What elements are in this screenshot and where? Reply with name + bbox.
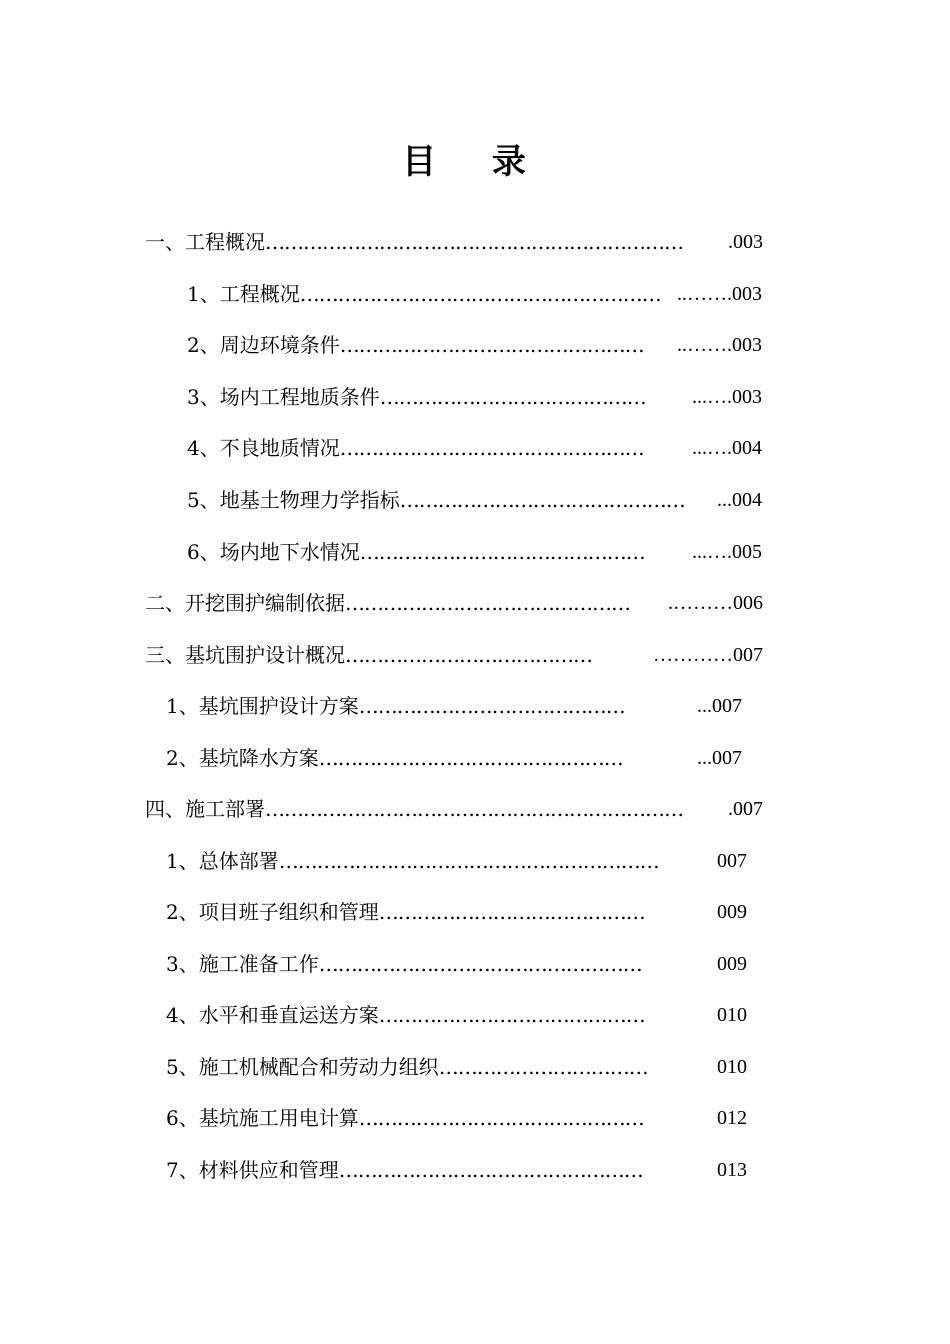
toc-entry-label: 一、工程概况	[145, 230, 265, 254]
toc-entry[interactable]	[166, 897, 747, 927]
toc-page-number: ..…….003	[677, 334, 762, 356]
toc-entry[interactable]	[166, 1052, 747, 1082]
toc-page-number: ...….005	[692, 541, 762, 563]
toc-entry[interactable]	[145, 640, 763, 670]
toc-leader-dots: ……………………………………	[379, 385, 646, 409]
toc-leader-dots: ……………………………………………	[318, 952, 642, 976]
toc-entry[interactable]	[187, 537, 762, 567]
toc-leader-dots: …………………………………………………………	[265, 230, 683, 254]
toc-leader-dots: …………………………………………	[339, 436, 644, 460]
toc-page-number: 007	[717, 850, 747, 872]
toc-entry-label: 1、总体部署	[166, 849, 279, 873]
toc-page-number: ...….004	[692, 437, 762, 459]
toc-entry-label: 2、项目班子组织和管理	[166, 900, 379, 924]
toc-leader-dots: …………………………………………	[339, 333, 644, 357]
toc-page-number: 010	[717, 1004, 747, 1026]
toc-entry[interactable]	[166, 1000, 747, 1030]
toc-entry[interactable]	[166, 743, 742, 773]
toc-entry[interactable]	[145, 794, 763, 824]
toc-page-number: 012	[717, 1107, 747, 1129]
toc-entry-label: 7、材料供应和管理	[166, 1158, 339, 1182]
toc-leader-dots: …………………………………	[345, 643, 592, 667]
toc-leader-dots: ……………………………………………………	[278, 849, 659, 873]
toc-entry[interactable]	[187, 279, 762, 309]
toc-entry[interactable]	[145, 227, 763, 257]
toc-entry-label: 2、周边环境条件	[187, 333, 340, 357]
toc-entry[interactable]	[166, 691, 742, 721]
toc-entry-label: 1、基坑围护设计方案	[166, 694, 359, 718]
toc-page-number: .………006	[668, 592, 763, 614]
toc-entry[interactable]	[166, 846, 747, 876]
toc-page-number: 013	[717, 1159, 747, 1181]
toc-entry[interactable]	[187, 485, 762, 515]
toc-leader-dots: ………………………………………	[345, 591, 630, 615]
toc-entry-label: 四、施工部署	[145, 797, 265, 821]
toc-leader-dots: ……………………………………	[378, 900, 645, 924]
toc-page-number: 009	[717, 901, 747, 923]
toc-entry-label: 5、地基土物理力学指标	[187, 488, 400, 512]
toc-entry[interactable]	[166, 949, 747, 979]
toc-page-number: 010	[717, 1056, 747, 1078]
toc-entry-label: 4、水平和垂直运送方案	[166, 1003, 379, 1027]
toc-entry[interactable]	[187, 382, 762, 412]
toc-entry-label: 5、施工机械配合和劳动力组织	[166, 1055, 439, 1079]
toc-entry[interactable]	[166, 1103, 747, 1133]
toc-page-number: ...007	[697, 747, 742, 769]
toc-entry[interactable]	[187, 330, 762, 360]
toc-entry-label: 6、场内地下水情况	[187, 540, 360, 564]
toc-page-number: ...007	[697, 695, 742, 717]
toc-entry-label: 三、基坑围护设计概况	[145, 643, 345, 667]
toc-leader-dots: ………………………………………	[358, 1106, 644, 1130]
page-title: 目 录	[402, 142, 548, 182]
toc-page-number: ...….003	[692, 386, 762, 408]
toc-entry[interactable]	[145, 588, 763, 618]
toc-leader-dots: …………………………………………………	[299, 282, 661, 306]
toc-entry-label: 2、基坑降水方案	[166, 746, 319, 770]
toc-leader-dots: ……………………………………	[378, 1003, 645, 1027]
toc-page-number: .007	[728, 798, 763, 820]
toc-page-number: ..…….003	[677, 283, 762, 305]
toc-page-number: .003	[728, 231, 763, 253]
toc-entry-label: 6、基坑施工用电计算	[166, 1106, 359, 1130]
toc-leader-dots: ………………………………………	[399, 488, 685, 512]
toc-entry[interactable]	[187, 433, 762, 463]
toc-page-number: …………007	[653, 644, 763, 666]
toc-leader-dots: ………………………………………	[359, 540, 645, 564]
toc-entry-label: 1、工程概况	[187, 282, 300, 306]
toc-entry-label: 4、不良地质情况	[187, 436, 340, 460]
toc-entry-label: 二、开挖围护编制依据	[145, 591, 345, 615]
toc-page-number: 009	[717, 953, 747, 975]
toc-page-number: ...004	[717, 489, 762, 511]
toc-leader-dots: ……………………………	[438, 1055, 648, 1079]
toc-leader-dots: …………………………………………	[318, 746, 623, 770]
toc-entry-label: 3、施工准备工作	[166, 952, 319, 976]
toc-leader-dots: …………………………………………………………	[265, 797, 683, 821]
toc-entry[interactable]	[166, 1155, 747, 1185]
toc-entry-label: 3、场内工程地质条件	[187, 385, 380, 409]
toc-leader-dots: …………………………………………	[338, 1158, 643, 1182]
toc-leader-dots: ……………………………………	[358, 694, 625, 718]
